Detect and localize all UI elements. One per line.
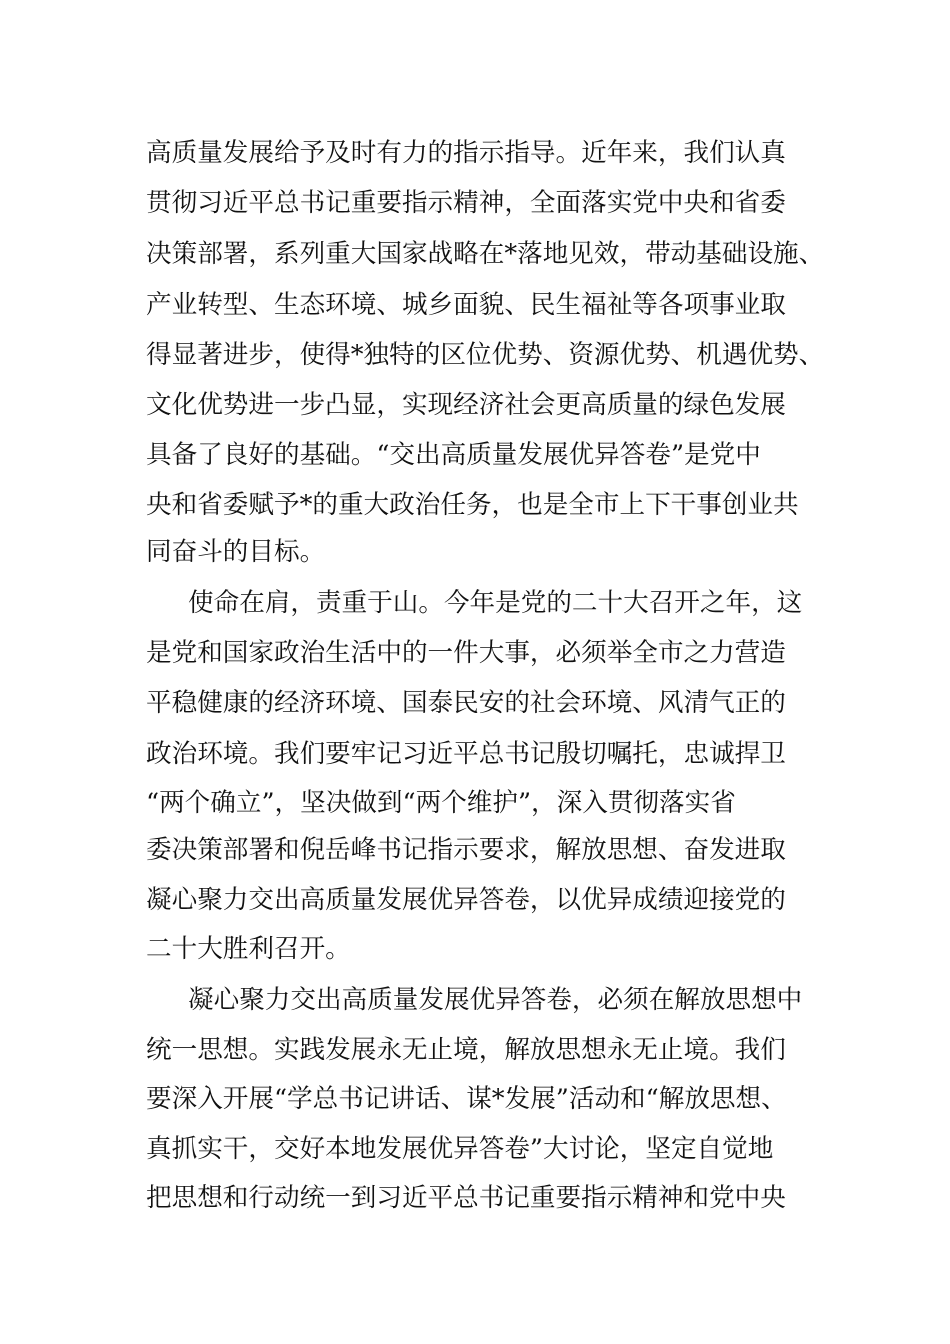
- text-line: 统一思想。实践发展永无止境，解放思想永无止境。我们: [146, 1035, 786, 1065]
- text-line: 央和省委赋予*的重大政治任务，也是全市上下干事创业共: [146, 490, 799, 520]
- text-line: 政治环境。我们要牢记习近平总书记殷切嘱托，忠诚捍卫: [146, 739, 786, 769]
- text-line: 同奋斗的目标。: [146, 537, 326, 567]
- text-line: 凝心聚力交出高质量发展优异答卷，以优异成绩迎接党的: [146, 885, 786, 915]
- text-line: 贯彻习近平总书记重要指示精神，全面落实党中央和省委: [146, 188, 786, 218]
- text-line: 要深入开展“学总书记讲话、谋*发展”活动和“解放思想、: [146, 1084, 787, 1114]
- text-line: 产业转型、生态环境、城乡面貌、民生福祉等各项事业取: [146, 290, 786, 320]
- paragraph-first-line: 凝心聚力交出高质量发展优异答卷，必须在解放思想中: [188, 985, 803, 1015]
- text-line: “两个确立”，坚决做到“两个维护”，深入贯彻落实省: [146, 788, 736, 818]
- text-line: 高质量发展给予及时有力的指示指导。近年来，我们认真: [146, 138, 786, 168]
- text-line: 真抓实干，交好本地发展优异答卷”大讨论，坚定自觉地: [146, 1134, 774, 1164]
- text-line: 委决策部署和倪岳峰书记指示要求，解放思想、奋发进取: [146, 835, 786, 865]
- text-line: 决策部署，系列重大国家战略在*落地见效，带动基础设施、: [146, 239, 825, 269]
- text-line: 文化优势进一步凸显，实现经济社会更高质量的绿色发展: [146, 390, 786, 420]
- text-line: 把思想和行动统一到习近平总书记重要指示精神和党中央: [146, 1183, 786, 1213]
- paragraph-first-line: 使命在肩，责重于山。今年是党的二十大召开之年，这: [188, 588, 803, 618]
- text-line: 得显著进步，使得*独特的区位优势、资源优势、机遇优势、: [146, 340, 825, 370]
- text-line: 是党和国家政治生活中的一件大事，必须举全市之力营造: [146, 638, 786, 668]
- text-line: 具备了良好的基础。“交出高质量发展优异答卷”是党中: [146, 440, 761, 470]
- text-line: 平稳健康的经济环境、国泰民安的社会环境、风清气正的: [146, 688, 786, 718]
- text-line: 二十大胜利召开。: [146, 934, 351, 964]
